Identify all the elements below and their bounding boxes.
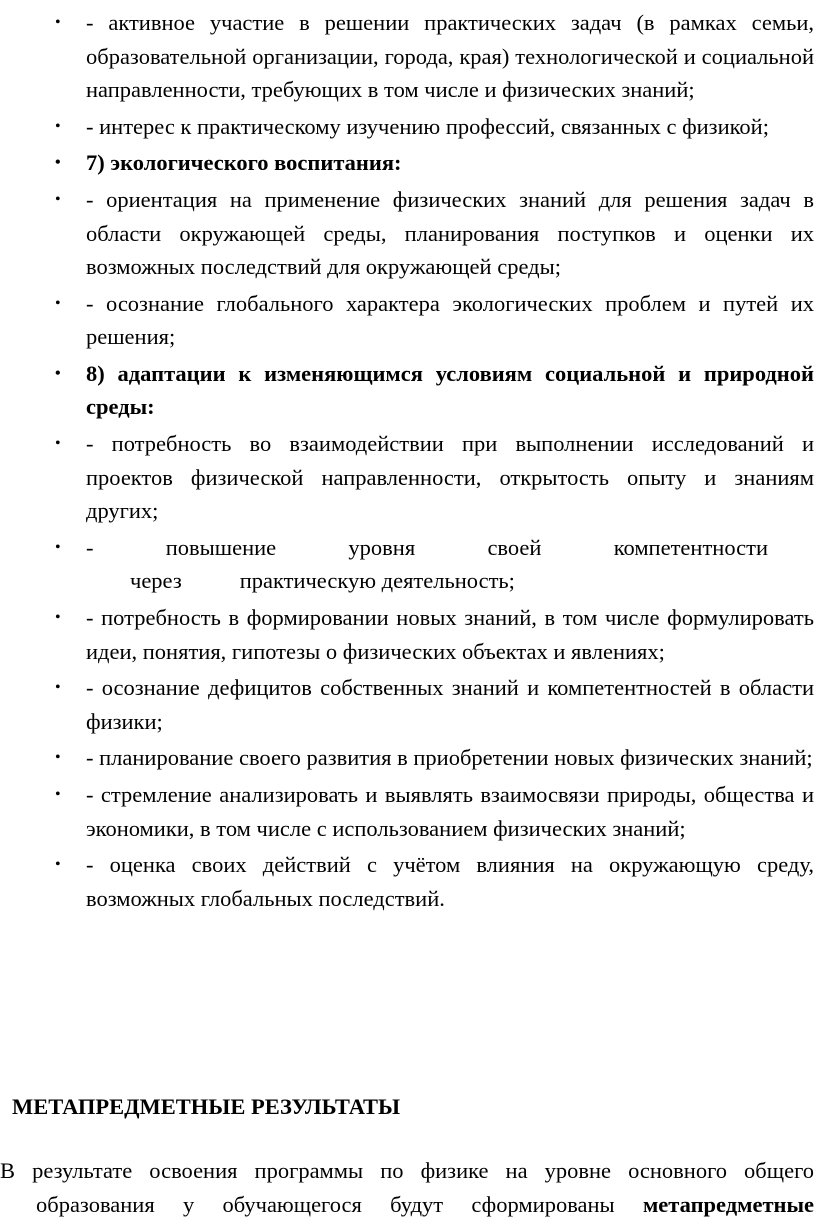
word: -	[86, 534, 94, 560]
list-item	[0, 531, 816, 598]
bullet-icon: •	[55, 538, 61, 556]
bullet-icon: •	[55, 117, 61, 135]
list-subheading-ecological	[0, 146, 816, 180]
word: своей	[487, 534, 542, 560]
list-item-text: - планирование своего развития в приобретении новых физических знаний;	[86, 745, 813, 771]
list-item-text: - активное участие в решении практических задач (в рамках семьи, образовательной организации, города, края) технологической и социальной направленности, требующих в том числе и физических знаний;	[86, 10, 814, 102]
bullet-icon: •	[55, 294, 61, 312]
intro-paragraph	[0, 1154, 814, 1222]
list-item-text: - потребность в формировании новых знаний, в том числе формулировать идеи, понятия, гипотезы о физических объектах и явлениях;	[86, 605, 814, 664]
list-item-text: - ориентация на применение физических знаний для решения задач в области окружающей среды, планирования поступков и оценки их возможных последствий для окружающей среды;	[86, 187, 814, 280]
list-item	[0, 287, 816, 354]
results-list	[0, 6, 816, 918]
list-item	[0, 671, 816, 738]
list-item	[0, 741, 816, 775]
word: практическую деятельность;	[239, 568, 515, 594]
list-item-text: - осознание глобального характера экологических проблем и путей их решения;	[86, 290, 814, 350]
section-heading: МЕТАПРЕДМЕТНЫЕ РЕЗУЛЬТАТЫ	[12, 1094, 401, 1119]
bullet-icon: •	[55, 364, 61, 382]
word: компетентности	[613, 534, 768, 560]
list-item-line	[86, 564, 814, 598]
bullet-icon: •	[55, 435, 61, 453]
bullet-icon: •	[55, 786, 61, 804]
list-item	[0, 6, 816, 107]
list-item-text: 7) экологического воспитания:	[86, 150, 402, 176]
list-item	[0, 110, 816, 144]
list-item-text: - потребность во взаимодействии при выполнении исследований и проектов физической направленности, открытость опыту и знаниям других;	[86, 431, 814, 524]
list-item	[0, 427, 816, 528]
bullet-icon: •	[55, 191, 61, 209]
bullet-icon: •	[55, 14, 61, 31]
intro-bold-term: метапредметные	[642, 1192, 815, 1217]
intro-text: образования у обучающегося будут сформированы	[36, 1192, 615, 1217]
word: уровня	[348, 534, 416, 560]
list-item	[0, 778, 816, 845]
bullet-icon: •	[55, 679, 61, 697]
list-item-text: - оценка своих действий с учётом влияния на окружающую среду, возможных глобальных последствий.	[86, 852, 814, 911]
word: повышение	[165, 534, 277, 560]
list-item	[0, 183, 816, 284]
intro-line: В результате освоения программы по физике на уровне основного общего	[0, 1158, 814, 1183]
list-item-text: - осознание дефицитов собственных знаний и компетентностей в области физики;	[86, 675, 814, 734]
bullet-icon: •	[55, 749, 61, 767]
bullet-icon: •	[55, 609, 61, 626]
bullet-icon: •	[55, 856, 61, 874]
list-item-text: - стремление анализировать и выявлять взаимосвязи природы, общества и экономики, в том числе с использованием физических знаний;	[86, 782, 814, 841]
list-subheading-adaptation	[0, 357, 816, 424]
word: через	[130, 568, 182, 594]
list-item-text: 8) адаптации к изменяющимся условиям социальной и природной среды:	[86, 360, 814, 420]
bullet-icon: •	[55, 154, 61, 172]
intro-line	[0, 1188, 814, 1222]
list-item	[0, 848, 816, 915]
list-item	[0, 601, 816, 668]
list-item-text: - интерес к практическому изучению профессий, связанных с физикой;	[86, 113, 769, 139]
list-item-line	[86, 531, 814, 565]
